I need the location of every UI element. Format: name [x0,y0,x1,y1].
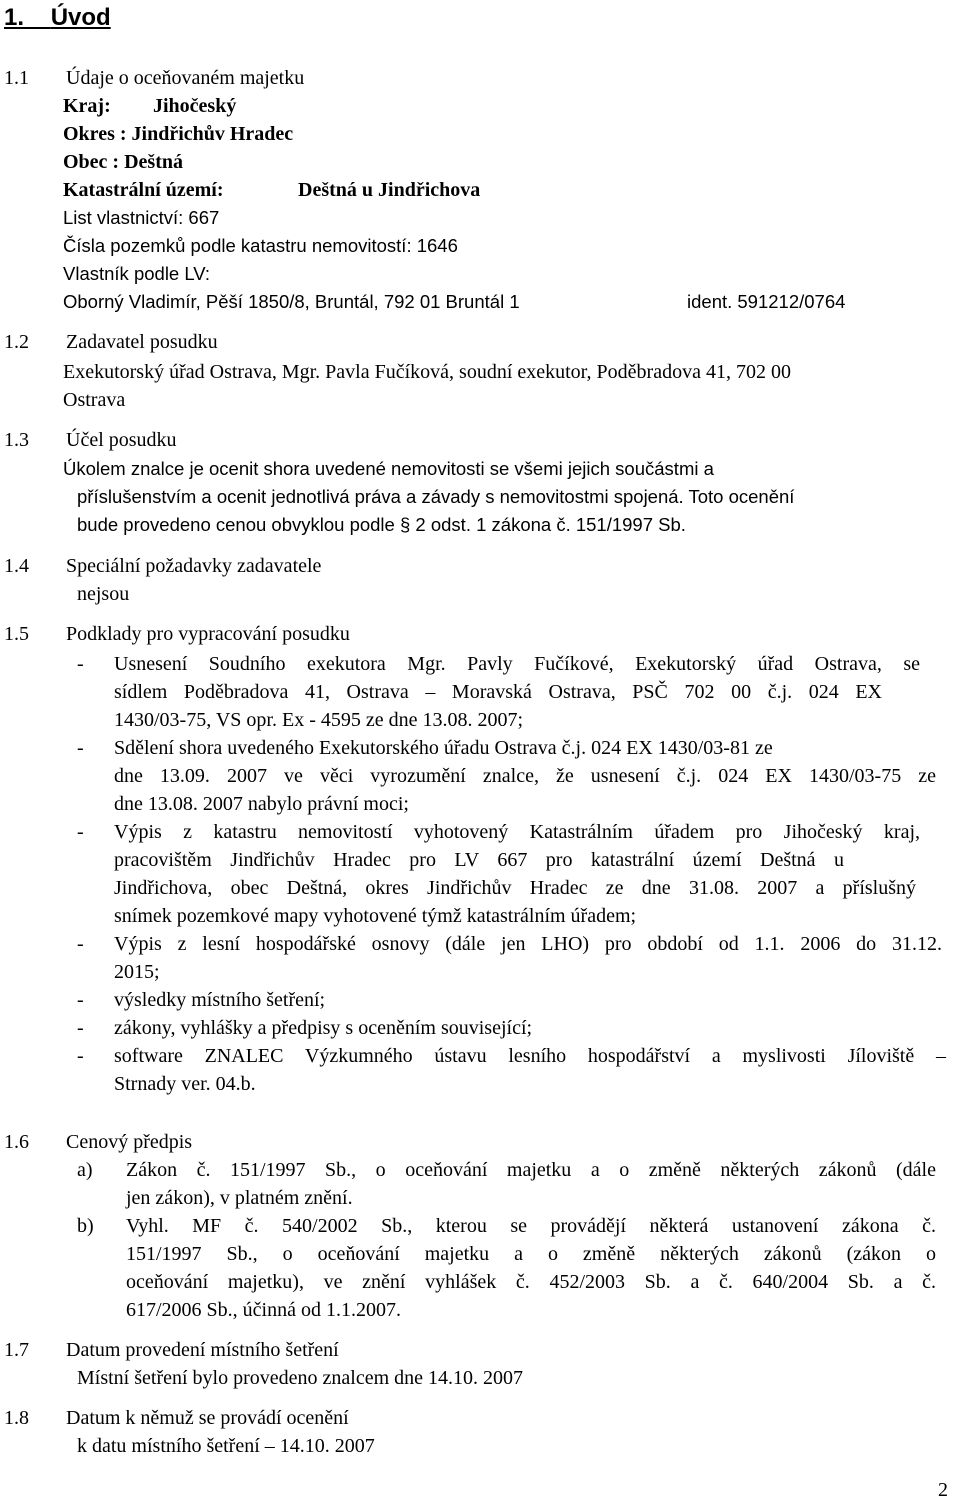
list-bullet-dash: - [77,933,84,955]
purpose-line-3-b: 2 odst. 1 zákona č. 151/1997 Sb. [415,514,686,535]
section-1-4-title: Speciální požadavky zadavatele [66,555,322,577]
section-1-2-title: Zadavatel posudku [66,331,218,353]
section-1-8-number: 1.8 [4,1407,29,1429]
chapter-title: Úvod [50,4,111,31]
section-1-2-number: 1.2 [4,331,29,353]
purpose-line-3-a: bude provedeno cenou obvyklou podle [77,514,395,535]
section-1-5-title: Podklady pro vypracování posudku [66,623,350,645]
regulation-b-line-2: 151/1997 Sb., o oceňování majetku a o změně některých zákonů (zákon o [126,1243,936,1265]
source-item-2-line-1: Sdělení shora uvedeného Exekutorského úřadu Ostrava č.j. 024 EX 1430/03-81 ze [114,737,773,759]
source-item-5: výsledky místního šetření; [114,989,326,1011]
kraj-label: Kraj: [63,95,111,117]
client-line-2: Ostrava [63,389,126,411]
ku-value: Deštná u Jindřichova [298,179,481,201]
regulation-b-line-4: 617/2006 Sb., účinná od 1.1.2007. [126,1299,401,1321]
section-1-7-number: 1.7 [4,1339,29,1361]
regulation-b-line-3: oceňování majetku), ve znění vyhlášek č. 452/2003 Sb. a č. 640/2004 Sb. a č. [126,1271,936,1293]
source-item-1-line-2: sídlem Poděbradova 41, Ostrava – Moravská Ostrava, PSČ 702 00 č.j. 024 EX [114,681,882,703]
source-item-3-line-4: snímek pozemkové mapy vyhotovené týmž katastrálním úřadem; [114,905,637,927]
page-number: 2 [938,1479,948,1501]
source-item-4-line-1: Výpis z lesní hospodářské osnovy (dále jen LHO) pro období od 1.1. 2006 do 31.12. [114,933,942,955]
section-1-1-number: 1.1 [4,67,29,89]
purpose-line-2: příslušenstvím a ocenit jednotlivá práva a závady s nemovitostmi spojená. Toto ocenění [77,486,795,507]
kraj-value: Jihočeský [153,95,237,117]
source-item-3-line-1: Výpis z katastru nemovitostí vyhotovený Katastrálním úřadem pro Jihočeský kraj, [114,821,920,843]
owner-label: Vlastník podle LV: [63,263,211,284]
owner-address: Oborný Vladimír, Pěší 1850/8, Bruntál, 792 01 Bruntál 1 [63,291,520,312]
source-item-3-line-3: Jindřichova, obec Deštná, okres Jindřichův Hradec ze dne 31.08. 2007 a příslušný [114,877,916,899]
okres-value: Jindřichův Hradec [131,123,294,145]
list-bullet-dash: - [77,653,84,675]
regulation-b-label: b) [77,1215,94,1237]
section-1-5-number: 1.5 [4,623,29,645]
section-1-6-title: Cenový předpis [66,1131,193,1153]
obec-row [63,148,183,176]
purpose-line-3 [77,511,686,539]
source-item-2-line-2: dne 13.09. 2007 ve věci vyrozumění znalce, že usnesení č.j. 024 EX 1430/03-75 ze [114,765,936,787]
ku-row [63,176,481,204]
source-item-7-line-2: Strnady ver. 04.b. [114,1073,256,1095]
owner-ident: ident. 591212/0764 [687,291,846,312]
section-sign-icon: § [399,514,411,535]
section-1-8-title: Datum k němuž se provádí ocenění [66,1407,349,1429]
parcels-row: Čísla pozemků podle katastru nemovitostí: 1646 [63,235,458,256]
section-1-6-number: 1.6 [4,1131,29,1153]
section-1-3-number: 1.3 [4,429,29,451]
section-1-4-number: 1.4 [4,555,29,577]
list-bullet-dash: - [77,737,84,759]
valuation-date-value: k datu místního šetření – 14.10. 2007 [77,1435,375,1457]
purpose-line-1: Úkolem znalce je ocenit shora uvedené nemovitosti se všemi jejich součástmi a [63,458,714,479]
source-item-4-line-2: 2015; [114,961,160,983]
source-item-3-line-2: pracovištěm Jindřichův Hradec pro LV 667 pro katastrální území Deštná u [114,849,844,871]
chapter-number: 1. [4,4,25,31]
list-bullet-dash: - [77,821,84,843]
inspection-date-value: Místní šetření bylo provedeno znalcem dne 14.10. 2007 [77,1367,524,1389]
regulation-a-label: a) [77,1159,93,1181]
source-item-2-line-3: dne 13.08. 2007 nabylo právní moci; [114,793,409,815]
okres-label: Okres : [63,123,127,145]
source-item-1-line-3: 1430/03-75, VS opr. Ex - 4595 ze dne 13.08. 2007; [114,709,524,731]
special-requirements-value: nejsou [77,583,130,605]
client-line-1: Exekutorský úřad Ostrava, Mgr. Pavla Fučíková, soudní exekutor, Poděbradova 41, 702 00 [63,361,791,383]
regulation-a-line-2: jen zákon), v platném znění. [126,1187,353,1209]
source-item-1-line-1: Usnesení Soudního exekutora Mgr. Pavly Fučíkové, Exekutorský úřad Ostrava, se [114,653,920,675]
section-1-7-title: Datum provedení místního šetření [66,1339,339,1361]
obec-value: Deštná [124,151,183,173]
lv-row: List vlastnictví: 667 [63,207,220,228]
source-item-6: zákony, vyhlášky a předpisy s oceněním související; [114,1017,533,1039]
section-1-1-title: Údaje o oceňovaném majetku [66,67,305,89]
list-bullet-dash: - [77,1045,84,1067]
ku-label: Katastrální území: [63,179,224,201]
regulation-a-line-1: Zákon č. 151/1997 Sb., o oceňování majetku a o změně některých zákonů (dále [126,1159,936,1181]
section-1-3-title: Účel posudku [66,429,177,451]
obec-label: Obec : [63,151,120,173]
kraj-row [63,92,237,120]
list-bullet-dash: - [77,989,84,1011]
chapter-heading [4,4,111,32]
okres-row [63,120,293,148]
list-bullet-dash: - [77,1017,84,1039]
source-item-7-line-1: software ZNALEC Výzkumného ústavu lesního hospodářství a myslivosti Jíloviště – [114,1045,946,1067]
regulation-b-line-1: Vyhl. MF č. 540/2002 Sb., kterou se provádějí některá ustanovení zákona č. [126,1215,936,1237]
